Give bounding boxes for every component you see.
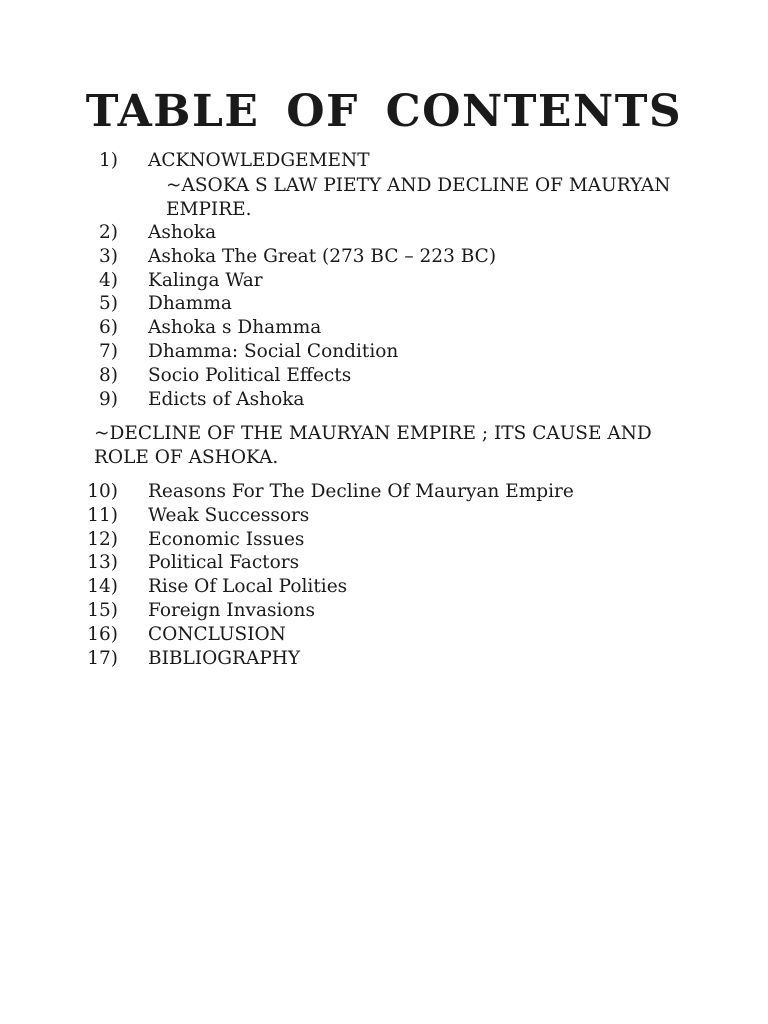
toc-item xyxy=(0,388,768,412)
toc-item xyxy=(0,221,768,245)
toc-item-number: 10) xyxy=(87,481,118,502)
toc-item xyxy=(0,480,768,504)
toc-item-number: 17) xyxy=(87,647,118,669)
toc-item xyxy=(0,316,768,340)
toc-item xyxy=(0,364,768,388)
toc-list-part2 xyxy=(0,480,768,670)
toc-item-number: 12) xyxy=(87,528,118,550)
toc-item xyxy=(0,292,768,316)
section-heading: ~DECLINE OF THE MAURYAN EMPIRE ; ITS CAUSE AND ROLE OF ASHOKA. xyxy=(94,423,652,468)
toc-item-label: Kalinga War xyxy=(148,269,263,291)
toc-item-number: 14) xyxy=(87,576,118,598)
toc-item-number: 11) xyxy=(87,504,118,526)
toc-list-part1-first xyxy=(0,149,768,173)
toc-item-label: CONCLUSION xyxy=(148,623,286,645)
toc-item xyxy=(0,551,768,575)
toc-item-number: 4) xyxy=(99,269,118,291)
page-title: TABLE OF CONTENTS xyxy=(85,86,683,137)
toc-item-number: 9) xyxy=(99,388,118,410)
toc-item-label: BIBLIOGRAPHY xyxy=(148,647,301,669)
toc-item xyxy=(0,245,768,269)
toc-item-label: Rise Of Local Polities xyxy=(148,576,348,598)
toc-item-number: 8) xyxy=(99,364,118,386)
toc-item xyxy=(0,504,768,528)
toc-item-label: Edicts of Ashoka xyxy=(148,388,305,410)
toc-item-number: 16) xyxy=(87,623,118,645)
toc-item-label: Socio Political Effects xyxy=(148,364,352,386)
toc-item-number: 1) xyxy=(99,150,118,171)
toc-item xyxy=(0,269,768,293)
toc-item-number: 3) xyxy=(99,245,118,267)
toc-item xyxy=(0,647,768,671)
toc-item-label: Dhamma xyxy=(148,293,232,315)
toc-item-label: Reasons For The Decline Of Mauryan Empire xyxy=(148,481,574,502)
toc-subheading: ~ASOKA S LAW PIETY AND DECLINE OF MAURYAN EMPIRE. xyxy=(166,175,671,220)
toc-item xyxy=(0,623,768,647)
toc-item-label: Foreign Invasions xyxy=(148,599,315,621)
toc-item-label: Political Factors xyxy=(148,552,300,574)
toc-item-number: 13) xyxy=(87,552,118,574)
toc-item-number: 2) xyxy=(99,222,118,243)
toc-item-label: Ashoka s Dhamma xyxy=(148,317,322,339)
toc-item-number: 5) xyxy=(99,293,118,315)
toc-item-label: Weak Successors xyxy=(148,504,310,526)
toc-list-part1 xyxy=(0,221,768,411)
toc-item xyxy=(0,575,768,599)
toc-item xyxy=(0,340,768,364)
toc-item xyxy=(0,149,768,173)
toc-item-label: Economic Issues xyxy=(148,528,305,550)
toc-item-number: 6) xyxy=(99,317,118,339)
toc-item-label: Dhamma: Social Condition xyxy=(148,340,399,362)
toc-item xyxy=(0,528,768,552)
toc-item-label: Ashoka The Great (273 BC – 223 BC) xyxy=(148,245,497,267)
toc-item-number: 15) xyxy=(87,599,118,621)
toc-item-number: 7) xyxy=(99,340,118,362)
toc-item-label: ACKNOWLEDGEMENT xyxy=(148,150,370,171)
toc-item xyxy=(0,599,768,623)
toc-item-label: Ashoka xyxy=(148,222,217,243)
